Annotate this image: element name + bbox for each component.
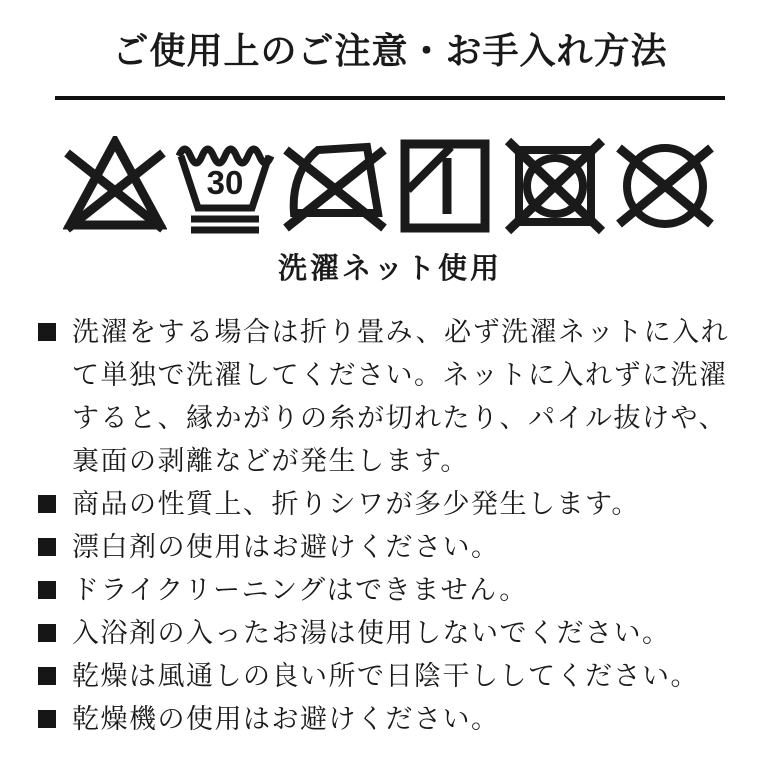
list-item [38,569,748,612]
list-item [38,483,748,526]
note-text: 入浴剤の入ったお湯は使用しないでください。 [72,618,671,648]
wash-temperature-label: 30 [206,164,244,201]
list-item [38,698,748,741]
do-not-iron-icon [283,136,387,236]
note-text: 洗濯をする場合は折り畳み、必ず洗濯ネットに入れて単独で洗濯してください。ネットに入れずに洗濯すると、縁かがりの糸が切れたり、パイル抜けや、裏面の剥離などが発生します。 [72,317,730,476]
do-not-tumble-dry-icon [503,136,607,236]
care-symbols-row [0,136,780,236]
wash-30-very-gentle-icon [173,136,277,236]
bullet-square-icon [38,624,56,642]
bullet-square-icon [38,538,56,556]
page-title: ご使用上のご注意・お手入れ方法 [112,30,668,71]
note-text: 漂白剤の使用はお避けください。 [72,532,500,562]
care-notes-list [0,311,780,741]
note-text: ドライクリーニングはできません。 [72,575,528,605]
list-item [38,311,748,483]
list-item [38,526,748,569]
do-not-bleach-icon [63,136,167,236]
list-item [38,655,748,698]
bullet-square-icon [38,495,56,513]
line-dry-in-shade-icon [393,136,497,236]
bullet-square-icon [38,323,56,341]
do-not-dry-clean-icon [613,136,717,236]
bullet-square-icon [38,710,56,728]
note-text: 乾燥は風通しの良い所で日陰干ししてください。 [72,661,699,691]
note-text: 乾燥機の使用はお避けください。 [72,704,500,734]
title-divider [55,96,725,100]
list-item [38,612,748,655]
bullet-square-icon [38,667,56,685]
note-text: 商品の性質上、折りシワが多少発生します。 [72,489,640,519]
bullet-square-icon [38,581,56,599]
laundry-net-caption: 洗濯ネット使用 [277,253,502,285]
